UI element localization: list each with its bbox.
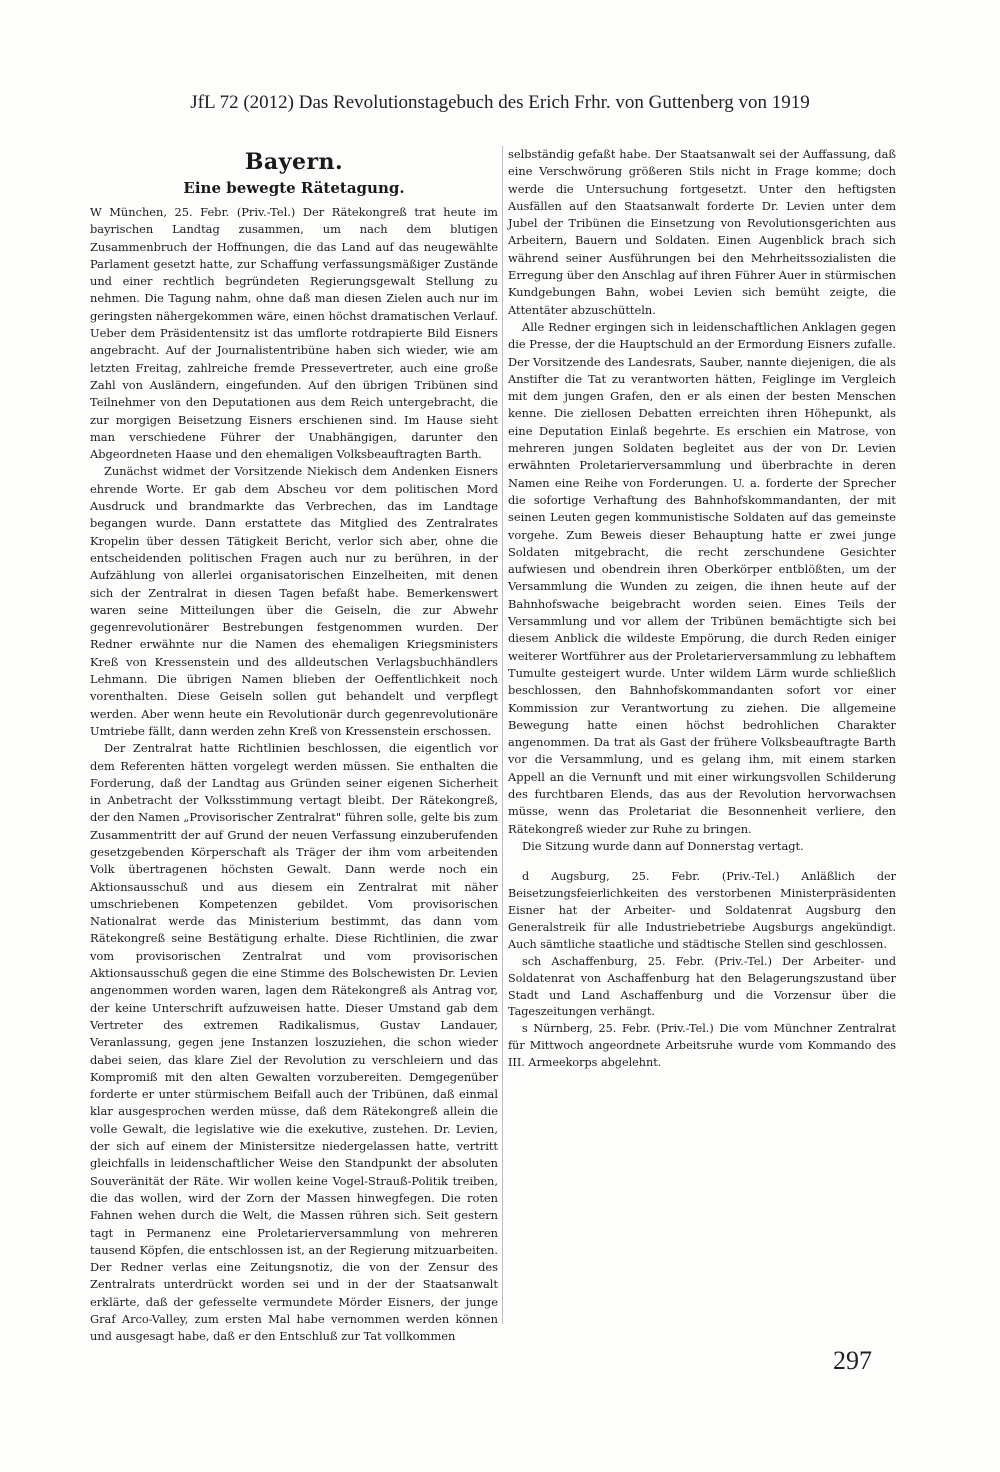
article-right-column (508, 146, 896, 1072)
article-paragraph: selbständig gefaßt habe. Der Staatsanwalt sei der Auffassung, daß eine Verschwörung größeren Stils nicht in Frage komme; doch werde die Untersuchung fortgesetzt. Unter den heftigsten Ausfällen auf den Staatsanwalt forderte Dr. Levien unter dem Jubel der Tribünen die Einsetzung von Revolutionsgerichten aus Arbeitern, Bauern und Soldaten. Einen Augenblick brach sich während seiner Ausführungen bei den Mehrheitssozialisten die Erregung über den Anschlag auf ihren Führer Auer in stürmischen Kundgebungen Bahn, wobei Levien sich bemüht zeigte, die Attentäter abzuschütteln. (508, 147, 896, 317)
article-paragraph: Der Zentralrat hatte Richtlinien beschlossen, die eigentlich vor dem Referenten hätten vorgelegt werden müssen. Sie enthalten die Forderung, daß der Landtag aus Gründen seiner eigenen Sicherheit in Anbetracht der Volksstimmung vertagt bleibt. Der Rätekongreß, der den Namen „Provisorischer Zentralrat" führen solle, gelte bis zum Zusammentritt der auf Grund der neuen Verfassung einzuberufenden gesetzgebenden Körperschaft als Träger der ihm vom arbeitenden Volk übertragenen höchsten Gewalt. Dann werde noch ein Aktionsausschuß und aus diesem ein Zentralrat mit näher umschriebenen Kompetenzen gebildet. Vom provisorischen Nationalrat werde das Ministerium bestimmt, das dann vom Rätekongreß seine Bestätigung erhalte. Diese Richtlinien, die zwar vom provisorischen Zentralrat und vom provisorischen Aktionsausschuß gegen die eine Stimme des Bolschewisten Dr. Levien angenommen worden waren, lagen dem Rätekongreß als Antrag vor, der keine Unterschrift aufzuweisen hatte. Dieser Umstand gab dem Vertreter des extremen Radikalismus, Gustav Landauer, Veranlassung, gegen jene Instanzen loszuziehen, die schon wieder dabei seien, das klare Ziel der Revolution zu verschleiern und das Kompromiß mit den alten Gewalten vorzubereiten. Demgegenüber forderte er unter stürmischem Beifall auch der Tribünen, daß einmal klar ausgesprochen werden müsse, daß dem Rätekongreß allein die volle Gewalt, die legislative wie die exekutive, zustehen. Dr. Levien, der sich auf einem der Ministersitze niedergelassen hatte, vertritt gleichfalls in leidenschaftlicher Weise den Standpunkt der absoluten Souveränität der Räte. Wir wollen keine Vogel-Strauß-Politik treiben, die das wollen, wird der Zorn der Massen hinwegfegen. Die roten Fahnen wehen durch die Welt, die Massen rühren sich. Seit gestern tagt in Permanenz eine Proletarierversammlung von mehreren tausend Köpfen, die entschlossen ist, an der Regierung mitzuarbeiten. Der Redner verlas eine Zeitungsnotiz, die von der Zensur des Zentralrats unterdrückt worden sei und in der der Staatsanwalt erklärte, daß der gefesselte vermundete Mörder Eisners, der junge Graf Arco-Valley, zum ersten Mal habe vernommen werden können und ausgesagt habe, daß er den Entschluß zur Tat vollkommen (90, 741, 498, 1344)
running-head: JfL 72 (2012) Das Revolutionstagebuch des Erich Frhr. von Guttenberg von 1919 (190, 92, 810, 113)
article-paragraph: Die Sitzung wurde dann auf Donnerstag vertagt. (522, 838, 804, 853)
article-left-column (90, 146, 498, 1346)
news-brief-aschaffenburg: sch Aschaffenburg, 25. Febr. (Priv.-Tel.) Der Arbeiter- und Soldatenrat von Aschaffenburg hat den Belagerungszustand über Stadt und Land Aschaffenburg und die Vorzensur über die Tageszeitungen verhängt. (508, 954, 896, 1019)
article-paragraph: Alle Redner ergingen sich in leidenschaftlichen Anklagen gegen die Presse, der die Hauptschuld an der Ermordung Eisners zufalle. Der Vorsitzende des Landesrats, Sauber, nannte diejenigen, die als Anstifter die Tat zu verantworten hätten, Feiglinge im Vergleich mit dem jungen Grafen, den er als einen der besten Menschen kenne. Die ziellosen Debatten erreichten ihren Höhepunkt, als eine Deputation Einlaß begehrte. Es erschien ein Matrose, von mehreren jungen Soldaten begleitet aus der von Dr. Levien erwähnten Proletarierversammlung und überbrachte in deren Namen eine Reihe von Forderungen. U. a. forderte der Sprecher die sofortige Verhaftung des Bahnhofskommandanten, der mit seinen Leuten gegen kommunistische Soldaten auf das gemeinste vorgehe. Zum Beweis dieser Behauptung hatte er zwei junge Soldaten mitgebracht, die recht zerschundene Gesichter aufwiesen und obendrein ihren Oberkörper entblößten, um der Versammlung die Wunden zu zeigen, die ihnen heute auf der Bahnhofswache beigebracht worden seien. Eines Teils der Versammlung und vor allem der Tribünen bemächtigte sich bei diesem Anblick die wildeste Empörung, die durch Reden einiger weiterer Wortführer aus der Proletarierversammlung zu lebhaftem Tumulte gesteigert wurde. Unter wildem Lärm wurde schließlich beschlossen, den Bahnhofskommandanten sofort vor einer Kommission zur Verantwortung zu ziehen. Die allgemeine Bewegung hatte einen höchst bedrohlichen Charakter angenommen. Da trat als Gast der frühere Volksbeauftragte Barth vor die Versammlung, und es gelang ihm, mit einem starken Appell an die Vernunft und mit einer wirkungsvollen Schilderung des furchtbaren Elends, das aus der Revolution hervorwachsen müsse, wenn das Proletariat die Besonnenheit verliere, den Rätekongreß wieder zur Ruhe zu bringen. (508, 319, 896, 836)
article-title: Bayern. (244, 149, 344, 175)
news-briefs (508, 869, 896, 1072)
column-rule (502, 146, 503, 1324)
news-brief-augsburg: d Augsburg, 25. Febr. (Priv.-Tel.) Anläßlich der Beisetzungsfeierlichkeiten des verstorbenen Ministerpräsidenten Eisner hat der Arbeiter- und Soldatenrat Augsburg den Generalstreik für alle Industriebetriebe Augsburgs angekündigt. Auch sämtliche staatliche und städtische Stellen sind geschlossen. (508, 870, 896, 951)
article-paragraph: Zunächst widmet der Vorsitzende Niekisch dem Andenken Eisners ehrende Worte. Er gab dem Abscheu vor dem politischen Mord Ausdruck und brandmarkte das Verbrechen, das im Landtage begangen wurde. Dann erstattete das Mitglied des Zentralrates Kropelin über dessen Tätigkeit Bericht, verlor sich aber, ohne die entscheidenden politischen Fragen auch nur zu berühren, in der Aufzählung von allerlei organisatorischen Einzelheiten, mit denen sich der Zentralrat in diesen Tagen befaßt habe. Bemerkenswert waren seine Mitteilungen über die Geiseln, die zur Abwehr gegenrevolutionärer Bestrebungen festgenommen wurden. Der Redner erwähnte nur die Namen des ehemaligen Kriegsministers Kreß von Kressenstein und des alldeutschen Verlagsbuchhändlers Lehmann. Die übrigen Namen blieben der Oeffentlichkeit noch vorenthalten. Diese Geiseln sollen gut behandelt und verpflegt werden. Aber wenn heute ein Revolutionär durch gegenrevolutionäre Umtriebe fällt, dann werden zehn Kreß von Kressenstein erschossen. (90, 464, 498, 738)
news-brief-nuernberg: s Nürnberg, 25. Febr. (Priv.-Tel.) Die vom Münchner Zentralrat für Mittwoch angeordnete Arbeitsruhe wurde vom Kommando des III. Armeekorps abgelehnt. (508, 1022, 896, 1070)
article-paragraph: W München, 25. Febr. (Priv.-Tel.) Der Rätekongreß trat heute im bayrischen Landtag zusammen, um nach dem blutigen Zusammenbruch der Hoffnungen, die das Land auf das neugewählte Parlament gesetzt hatte, zur Schaffung verfassungsmäßiger Zustände und einer rechtlich begründeten Regierungsgewalt Stellung zu nehmen. Die Tagung nahm, ohne daß man diesen Zielen auch nur im geringsten nähergekommen wäre, einen höchst dramatischen Verlauf. Ueber dem Präsidentensitz ist das umflorte rotdrapierte Bild Eisners angebracht. Auf der Journalistentribüne haben sich wieder, wie am letzten Freitag, zahlreiche fremde Pressevertreter, auch eine große Zahl von Ausländern, eingefunden. Auf den übrigen Tribünen sind Teilnehmer von den Deputationen aus dem Reich untergebracht, die zur morgigen Beisetzung Eisners erschienen sind. Im Hause sieht man verschiedene Führer der Unabhängigen, darunter den Abgeordneten Haase und den ehemaligen Volksbeauftragten Barth. (90, 205, 498, 462)
article-subtitle: Eine bewegte Rätetagung. (183, 179, 405, 197)
page-number: 297 (833, 1346, 872, 1375)
